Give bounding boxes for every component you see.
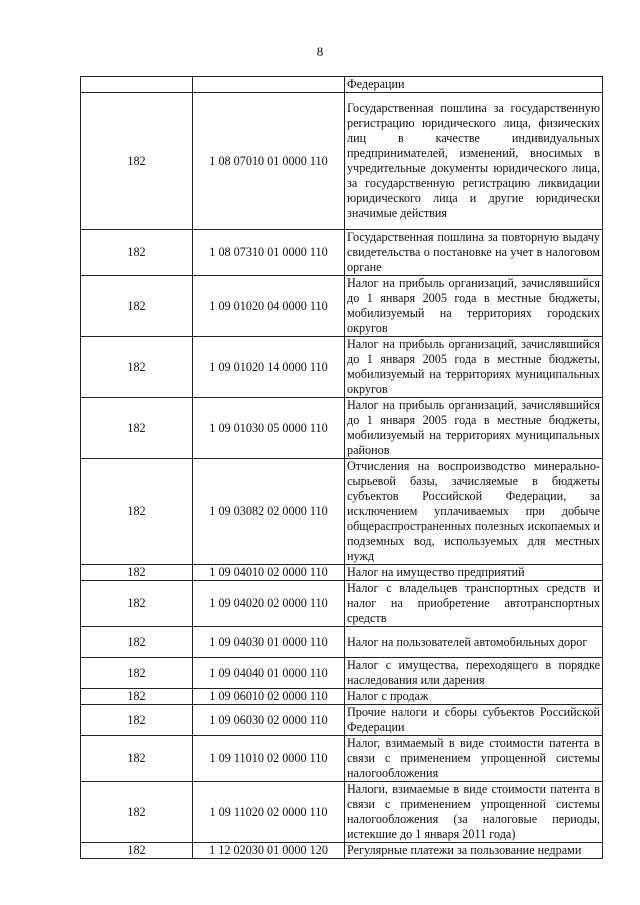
budget-code-cell: 1 09 01020 04 0000 110 xyxy=(193,276,345,337)
budget-code-cell: 1 09 03082 02 0000 110 xyxy=(193,459,345,565)
revenue-name-cell: Прочие налоги и сборы субъектов Российской Федерации xyxy=(345,705,603,736)
admin-code-cell: 182 xyxy=(81,658,193,689)
admin-code-cell: 182 xyxy=(81,627,193,658)
revenue-name-cell: Налог на прибыль организаций, зачислявшийся до 1 января 2005 года в местные бюджеты, мобилизуемый на территориях городских округов xyxy=(345,276,603,337)
revenue-name-cell: Налог на пользователей автомобильных дорог xyxy=(345,627,603,658)
admin-code-cell: 182 xyxy=(81,398,193,459)
budget-code-cell: 1 09 01030 05 0000 110 xyxy=(193,398,345,459)
revenue-name-cell: Налог на прибыль организаций, зачислявшийся до 1 января 2005 года в местные бюджеты, мобилизуемый на территориях муниципальных округов xyxy=(345,337,603,398)
admin-code-cell: 182 xyxy=(81,565,193,581)
page-number: 8 xyxy=(316,44,324,59)
budget-code-cell: 1 09 11010 02 0000 110 xyxy=(193,736,345,782)
budget-code-cell: 1 09 04030 01 0000 110 xyxy=(193,627,345,658)
revenue-name-cell: Федерации xyxy=(345,77,603,93)
table-row xyxy=(81,658,603,689)
admin-code-cell: 182 xyxy=(81,782,193,843)
admin-code-cell: 182 xyxy=(81,93,193,230)
table-row xyxy=(81,736,603,782)
revenue-name-cell: Государственная пошлина за повторную выдачу свидетельства о постановке на учет в налоговом органе xyxy=(345,230,603,276)
revenue-name-cell: Налог с продаж xyxy=(345,689,603,705)
budget-code-cell: 1 08 07310 01 0000 110 xyxy=(193,230,345,276)
table-row xyxy=(81,337,603,398)
budget-code-cell: 1 09 06010 02 0000 110 xyxy=(193,689,345,705)
admin-code-cell: 182 xyxy=(81,581,193,627)
table-row xyxy=(81,689,603,705)
admin-code-cell: 182 xyxy=(81,705,193,736)
table-row xyxy=(81,782,603,843)
table-row xyxy=(81,627,603,658)
table-row xyxy=(81,581,603,627)
table-row xyxy=(81,459,603,565)
admin-code-cell: 182 xyxy=(81,276,193,337)
table-row xyxy=(81,398,603,459)
table-row xyxy=(81,705,603,736)
admin-code-cell: 182 xyxy=(81,459,193,565)
budget-code-cell: 1 09 04010 02 0000 110 xyxy=(193,565,345,581)
revenue-codes-table xyxy=(80,76,603,859)
admin-code-cell: 182 xyxy=(81,736,193,782)
revenue-name-cell: Налог с владельцев транспортных средств и налог на приобретение автотранспортных средств xyxy=(345,581,603,627)
admin-code-cell: 182 xyxy=(81,230,193,276)
budget-code-cell: 1 09 04040 01 0000 110 xyxy=(193,658,345,689)
admin-code-cell xyxy=(81,77,193,93)
admin-code-cell: 182 xyxy=(81,689,193,705)
table-row xyxy=(81,843,603,859)
budget-code-cell: 1 09 04020 02 0000 110 xyxy=(193,581,345,627)
table-row xyxy=(81,565,603,581)
budget-code-cell: 1 09 01020 14 0000 110 xyxy=(193,337,345,398)
revenue-name-cell: Налог с имущества, переходящего в порядке наследования или дарения xyxy=(345,658,603,689)
revenue-name-cell: Налог на прибыль организаций, зачислявшийся до 1 января 2005 года в местные бюджеты, мобилизуемый на территориях муниципальных районов xyxy=(345,398,603,459)
table-row xyxy=(81,77,603,93)
budget-code-cell xyxy=(193,77,345,93)
revenue-name-cell: Регулярные платежи за пользование недрами xyxy=(345,843,603,859)
budget-code-cell: 1 09 06030 02 0000 110 xyxy=(193,705,345,736)
admin-code-cell: 182 xyxy=(81,843,193,859)
admin-code-cell: 182 xyxy=(81,337,193,398)
table-row xyxy=(81,230,603,276)
budget-code-cell: 1 08 07010 01 0000 110 xyxy=(193,93,345,230)
revenue-name-cell: Налоги, взимаемые в виде стоимости патента в связи с применением упрощенной системы налогообложения (за налоговые периоды, истекшие до 1 января 2011 года) xyxy=(345,782,603,843)
revenue-name-cell: Государственная пошлина за государственную регистрацию юридического лица, физических лиц в качестве индивидуальных предпринимателей, изменений, вносимых в учредительные документы юридического лица, за государственную регистрацию ликвидации юридического лица и другие юридически значимые действия xyxy=(345,93,603,230)
table-row xyxy=(81,93,603,230)
budget-code-cell: 1 09 11020 02 0000 110 xyxy=(193,782,345,843)
budget-code-cell: 1 12 02030 01 0000 120 xyxy=(193,843,345,859)
revenue-name-cell: Отчисления на воспроизводство минерально-сырьевой базы, зачисляемые в бюджеты субъектов Российской Федерации, за исключением уплачиваемых при добыче общераспространенных полезных ископаемых и подземных вод, используемых для местных нужд xyxy=(345,459,603,565)
table-row xyxy=(81,276,603,337)
revenue-name-cell: Налог, взимаемый в виде стоимости патента в связи с применением упрощенной системы налогообложения xyxy=(345,736,603,782)
revenue-name-cell: Налог на имущество предприятий xyxy=(345,565,603,581)
